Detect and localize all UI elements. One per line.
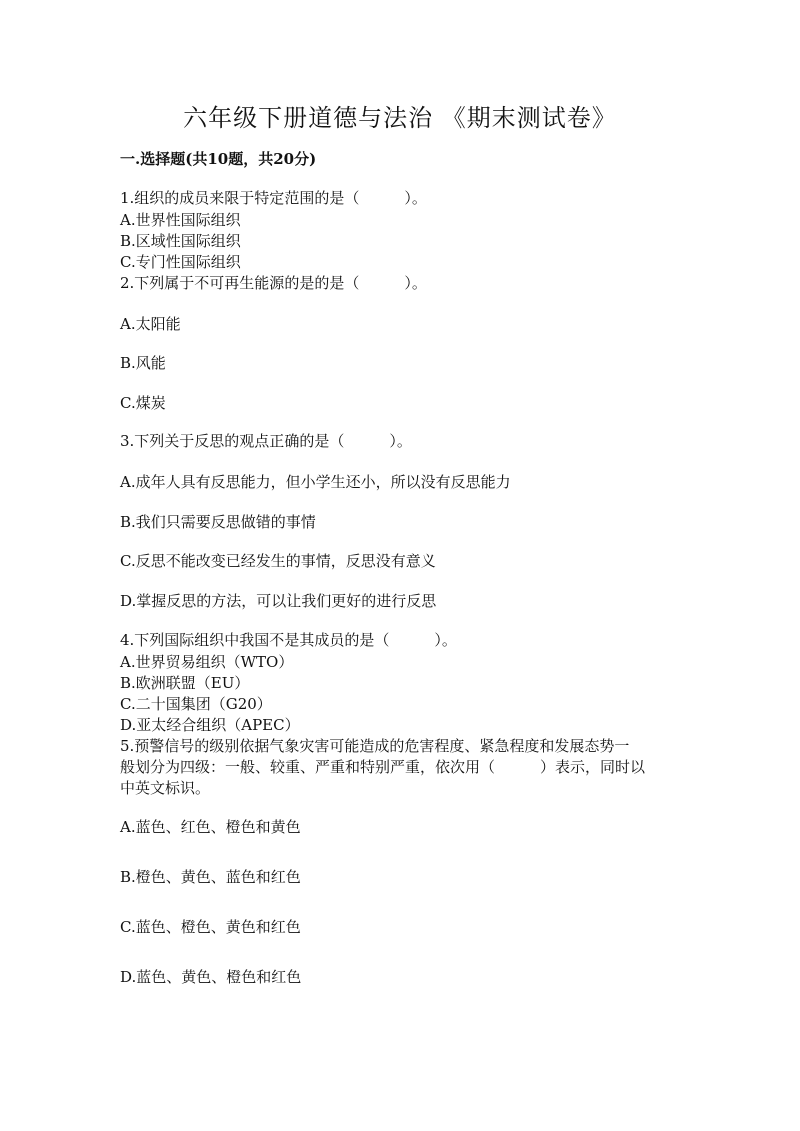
question-1-stem: 1.组织的成员来限于特定范围的是（ ）。 [120, 189, 427, 207]
question-5-option-d: D.蓝色、黄色、橙色和红色 [120, 968, 302, 986]
question-4-option-c: C.二十国集团（G20） [120, 695, 272, 713]
question-1-option-c: C.专门性国际组织 [120, 253, 241, 271]
question-2-stem: 2.下列属于不可再生能源的是的是（ ）。 [120, 274, 427, 292]
page-title: 六年级下册道德与法治 《期末测试卷》 [183, 104, 617, 132]
question-5-option-b: B.橙色、黄色、蓝色和红色 [120, 868, 301, 886]
question-2-option-a: A.太阳能 [120, 315, 181, 333]
question-5-option-a: A.蓝色、红色、橙色和黄色 [120, 818, 301, 836]
question-3-option-c: C.反思不能改变已经发生的事情，反思没有意义 [120, 552, 436, 570]
question-3-option-d: D.掌握反思的方法，可以让我们更好的进行反思 [120, 592, 437, 610]
question-1-option-b: B.区域性国际组织 [120, 232, 241, 250]
question-2-option-c: C.煤炭 [120, 394, 166, 412]
question-5-option-c: C.蓝色、橙色、黄色和红色 [120, 918, 301, 936]
question-5-stem-line-1: 5.预警信号的级别依据气象灾害可能造成的危害程度、紧急程度和发展态势一 [120, 737, 630, 755]
question-4-option-a: A.世界贸易组织（WTO） [120, 653, 294, 671]
question-5-stem-line-2: 般划分为四级：一般、较重、严重和特别严重，依次用（ ）表示，同时以 [120, 758, 646, 776]
question-5-stem-line-3: 中英文标识。 [120, 779, 211, 797]
question-4-option-b: B.欧洲联盟（EU） [120, 674, 250, 692]
question-4-option-d: D.亚太经合组织（APEC） [120, 716, 300, 734]
question-3-stem: 3.下列关于反思的观点正确的是（ ）。 [120, 432, 412, 450]
question-3-option-b: B.我们只需要反思做错的事情 [120, 513, 316, 531]
question-4-stem: 4.下列国际组织中我国不是其成员的是（ ）。 [120, 631, 457, 649]
question-2-option-b: B.风能 [120, 354, 166, 372]
question-1-option-a: A.世界性国际组织 [120, 211, 241, 229]
section-heading: 一.选择题(共10题，共20分) [120, 150, 317, 168]
question-3-option-a: A.成年人具有反思能力，但小学生还小，所以没有反思能力 [120, 473, 511, 491]
